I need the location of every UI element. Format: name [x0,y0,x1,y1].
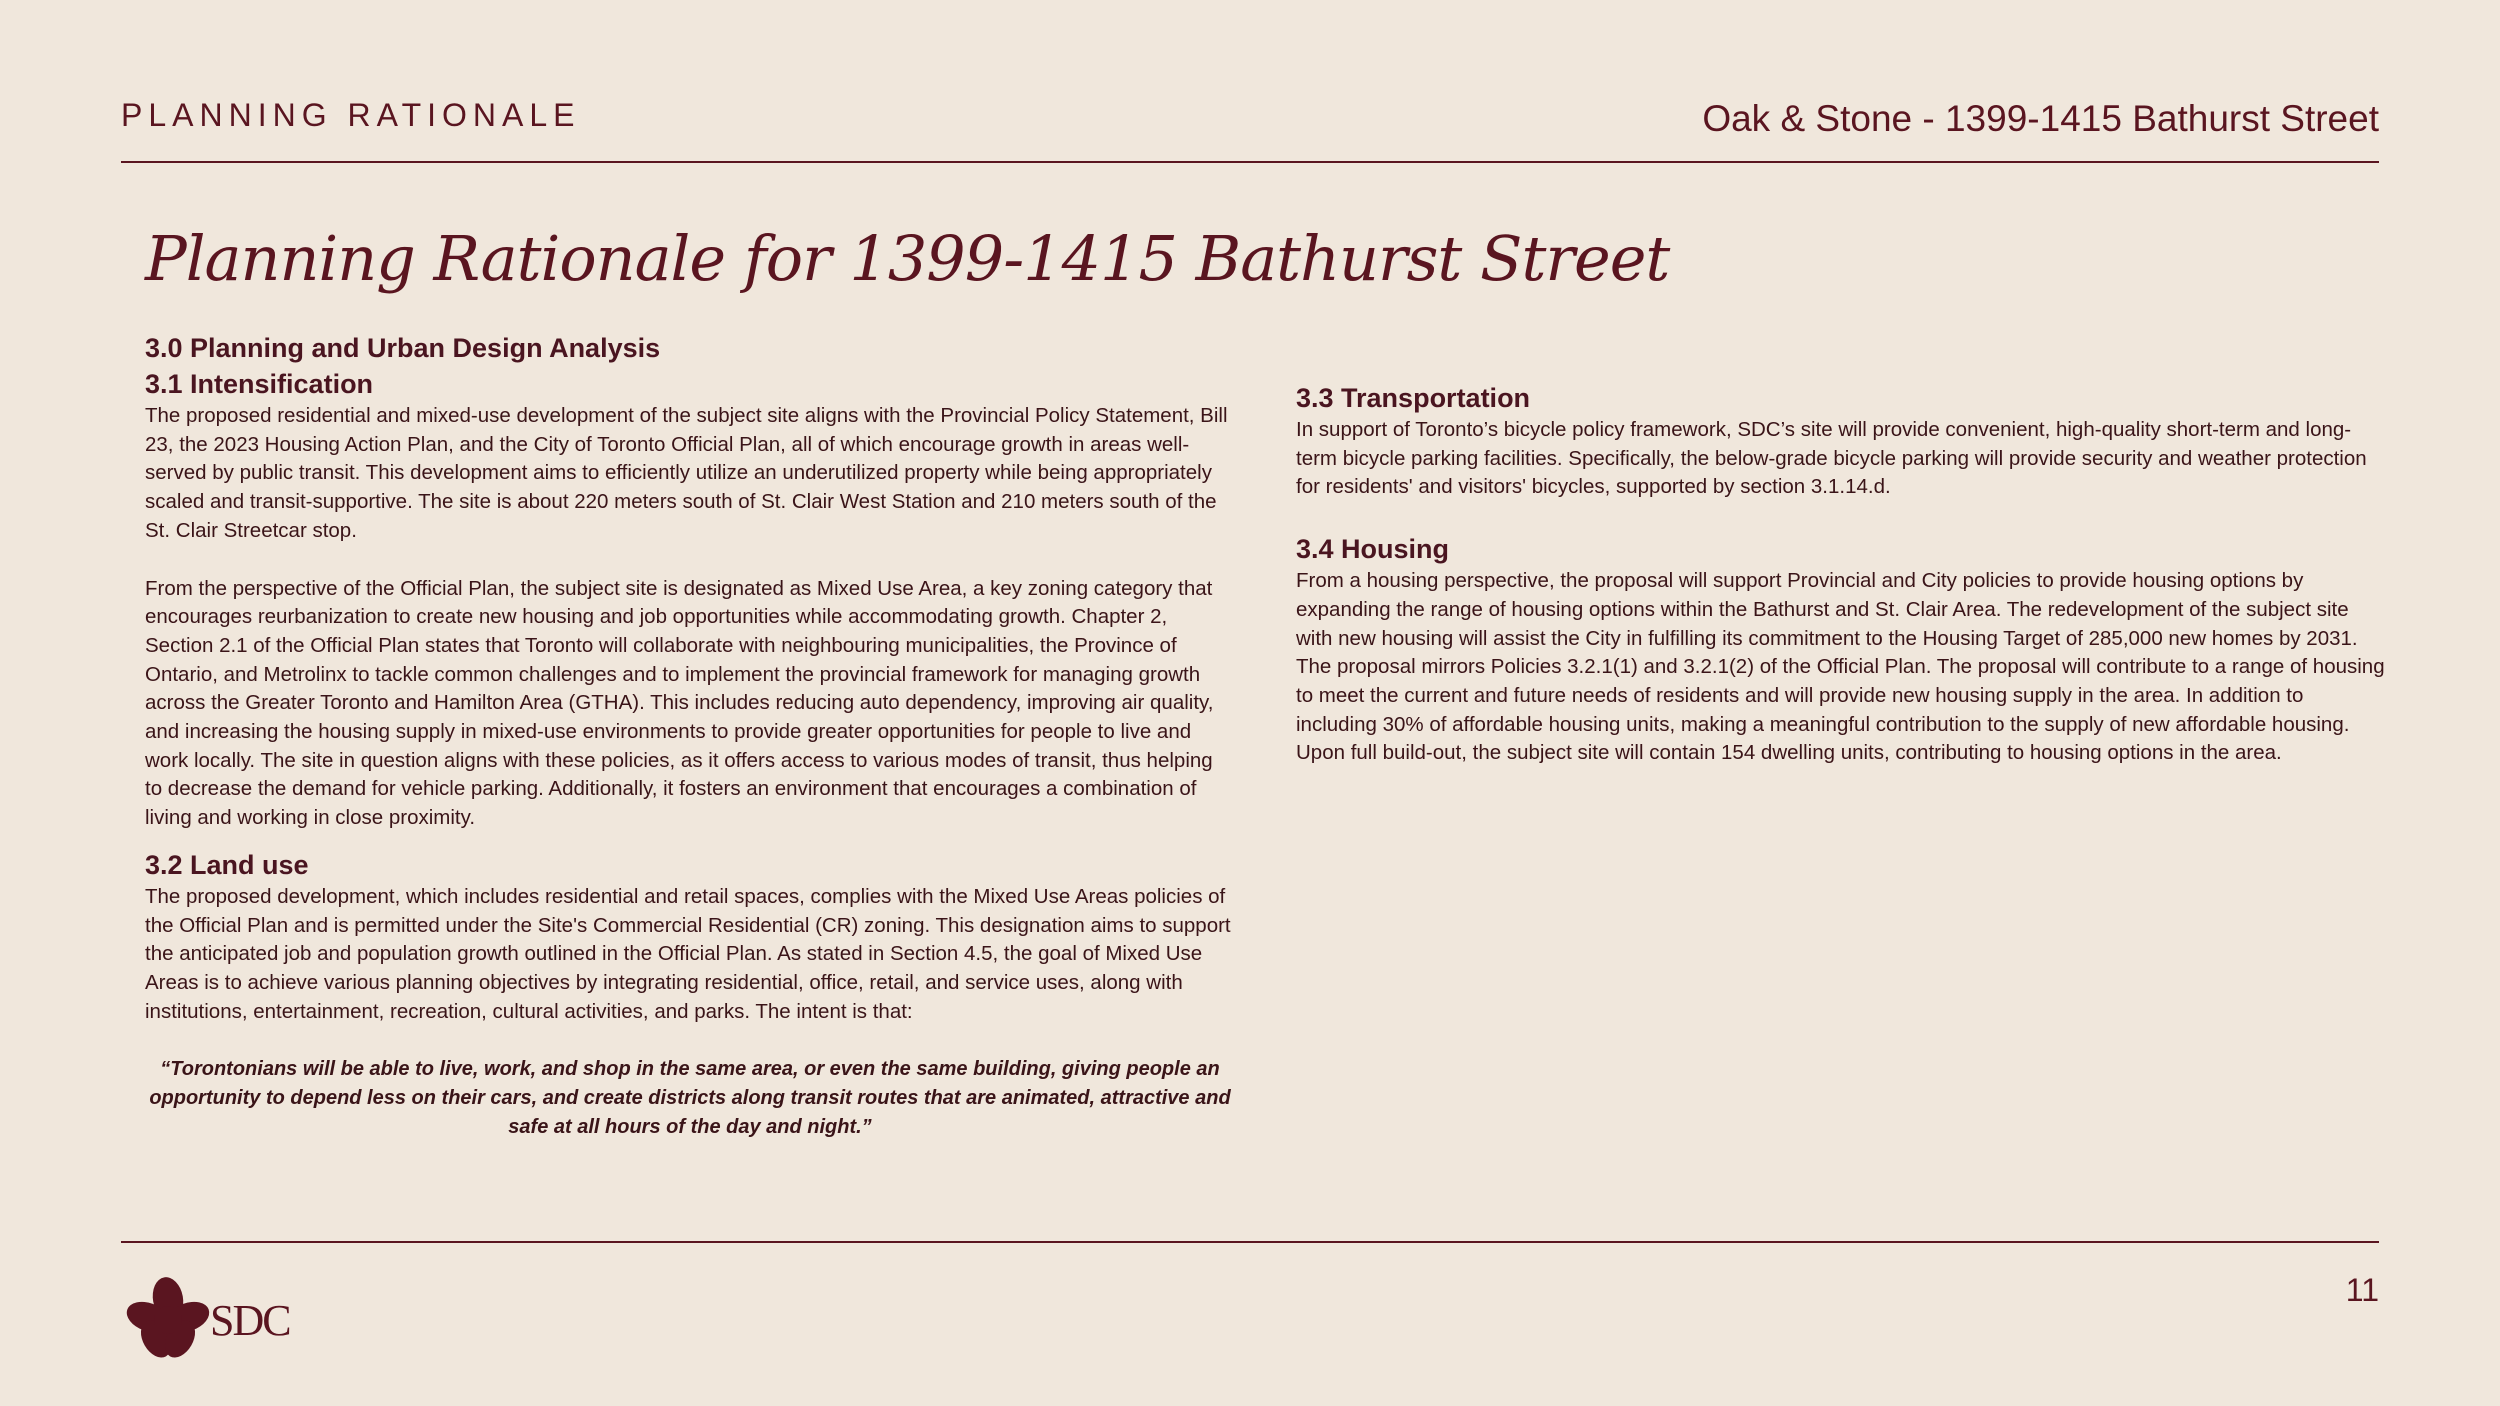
logo-wordmark: SDC [210,1296,290,1345]
official-plan-quote: “Torontonians will be able to live, work, and shop in the same area, or even the same building, giving people an opportunity to depend less on their cars, and create districts along transit routes that are animated, attractive and safe at all hours of the day and night.” [149,1058,1231,1139]
paragraph-intensification-1: The proposed residential and mixed-use development of the subject site aligns with the Provincial Policy Statement, Bill 23, the 2023 Housing Action Plan, and the City of Toronto Official Plan, all of which encourage growth in areas well-served by public transit. This development aims to efficiently utilize an underutilized property while being appropriately scaled and transit-supportive. The site is about 220 meters south of St. Clair West Station and 210 meters south of the St. Clair Streetcar stop. [145,404,1228,542]
paragraph-intensification-2: From the perspective of the Official Plan, the subject site is designated as Mixed Use Area, a key zoning category that encourages reurbanization to create new housing and job opportunities while accommodating growth. Chapter 2, Section 2.1 of the Official Plan states that Toronto will collaborate with neighbouring municipalities, the Province of Ontario, and Metrolinx to tackle common challenges and to implement the provincial framework for managing growth across the Greater Toronto and Hamilton Area (GTHA). This includes reducing auto dependency, improving air quality, and increasing the housing supply in mixed-use environments to provide greater opportunities for people to live and work locally. The site in question aligns with these policies, as it offers access to various modes of transit, thus helping to decrease the demand for vehicle parking. Additionally, it fosters an environment that encourages a combination of living and working in close proximity. [145,576,1214,830]
paragraph-transportation: In support of Toronto’s bicycle policy framework, SDC’s site will provide convenient, high-quality short-term and long-term bicycle parking facilities. Specifically, the below-grade bicycle parking will provide security and weather protection for residents' and visitors' bicycles, supported by section 3.1.14.d. [1296,418,2367,499]
paragraph-land-use: The proposed development, which includes residential and retail spaces, complies with the Mixed Use Areas policies of the Official Plan and is permitted under the Site's Commercial Residential (CR) zoning. This designation aims to support the anticipated job and population growth outlined in the Official Plan. As stated in Section 4.5, the goal of Mixed Use Areas is to achieve various planning objectives by integrating residential, office, retail, and service uses, along with institutions, entertainment, recreation, cultural activities, and parks. The intent is that: [145,884,1231,1023]
section-label: PLANNING RATIONALE [121,97,581,133]
left-column [145,330,1235,1142]
project-title: Oak & Stone - 1399-1415 Bathurst Street [1702,98,2379,139]
heading-intensification: 3.1 Intensification [145,369,374,399]
paragraph-housing-2: The proposal mirrors Policies 3.2.1(1) and 3.2.1(2) of the Official Plan. The proposal will contribute to a range of housing to meet the current and future needs of residents and will provide new housing supply in the area. In addition to including 30% of affordable housing units, making a meaningful contribution to the supply of new affordable housing. Upon full build-out, the subject site will contain 154 dwelling units, contributing to housing options in the area. [1296,655,2385,765]
heading-transportation: 3.3 Transportation [1296,383,1531,413]
paragraph-housing-1: From a housing perspective, the proposal will support Provincial and City policies to provide housing options by expanding the range of housing options within the Bathurst and St. Clair Area. The redevelopment of the subject site with new housing will assist the City in fulfilling its commitment to the Housing Target of 285,000 new homes by 2031. [1296,569,2358,650]
heading-housing: 3.4 Housing [1296,534,1450,565]
heading-land-use: 3.2 Land use [145,849,309,880]
page-title: Planning Rationale for 1399-1415 Bathurst Street [145,222,1670,295]
heading-planning-analysis: 3.0 Planning and Urban Design Analysis [145,333,661,363]
header-divider [121,161,2379,163]
footer-divider [121,1241,2379,1243]
page-number: 11 [2345,1272,2379,1308]
right-column [1296,380,2386,768]
